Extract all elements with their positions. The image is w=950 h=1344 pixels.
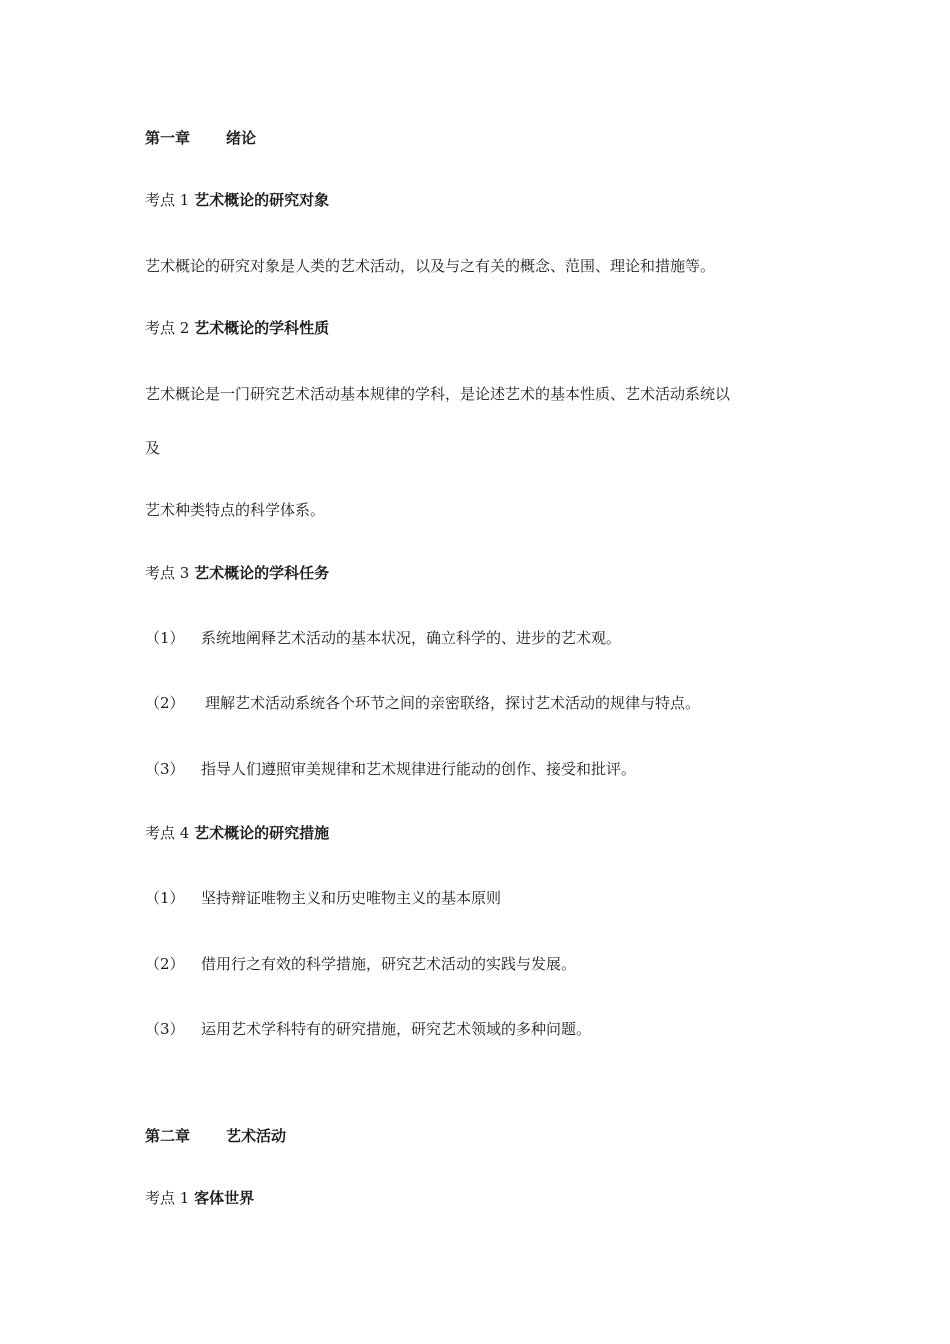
list-item-text: 坚持辩证唯物主义和历史唯物主义的基本原则 bbox=[201, 889, 502, 907]
list-item bbox=[145, 628, 621, 648]
kaodian-1-heading bbox=[145, 190, 329, 210]
list-item-number: （3） bbox=[145, 1020, 185, 1038]
chapter-1-heading bbox=[145, 128, 256, 148]
kaodian-label: 考点 1 bbox=[145, 191, 190, 209]
list-item-text: 理解艺术活动系统各个环节之间的亲密联络，探讨艺术活动的规律与特点。 bbox=[205, 694, 701, 712]
kaodian-title: 艺术概论的学科性质 bbox=[194, 319, 330, 337]
list-item bbox=[145, 1019, 591, 1039]
paragraph-discipline-nature-line-3: 艺术种类特点的科学体系。 bbox=[145, 501, 326, 519]
paragraph-discipline-nature-line-2: 及 bbox=[145, 439, 161, 457]
kaodian-title: 客体世界 bbox=[194, 1189, 255, 1207]
kaodian-2-heading bbox=[145, 318, 329, 338]
paragraph-discipline-nature-line-1: 艺术概论是一门研究艺术活动基本规律的学科，是论述艺术的基本性质、艺术活动系统以 bbox=[145, 385, 731, 403]
chapter-number: 第二章 bbox=[145, 1127, 191, 1145]
kaodian-title: 艺术概论的研究对象 bbox=[194, 191, 330, 209]
chapter-title: 绪论 bbox=[226, 129, 257, 147]
chapter-2-heading bbox=[145, 1126, 286, 1146]
kaodian-heading bbox=[145, 1188, 254, 1208]
list-item-text: 运用艺术学科特有的研究措施，研究艺术领域的多种问题。 bbox=[201, 1020, 592, 1038]
paragraph-research-object: 艺术概论的研究对象是人类的艺术活动，以及与之有关的概念、范围、理论和措施等。 bbox=[145, 257, 716, 275]
kaodian-label: 考点 3 bbox=[145, 564, 190, 582]
kaodian-3-heading bbox=[145, 563, 329, 583]
list-item-text: 借用行之有效的科学措施，研究艺术活动的实践与发展。 bbox=[201, 955, 577, 973]
kaodian-4-heading bbox=[145, 823, 329, 843]
list-item-number: （2） bbox=[145, 955, 185, 973]
list-item-number: （1） bbox=[145, 889, 185, 907]
chapter-title: 艺术活动 bbox=[226, 1127, 287, 1145]
kaodian-label: 考点 2 bbox=[145, 319, 190, 337]
list-item bbox=[145, 759, 636, 779]
kaodian-title: 艺术概论的学科任务 bbox=[194, 564, 330, 582]
kaodian-label: 考点 4 bbox=[145, 824, 190, 842]
kaodian-label: 考点 1 bbox=[145, 1189, 190, 1207]
list-item bbox=[145, 954, 576, 974]
list-item-text: 系统地阐释艺术活动的基本状况，确立科学的、进步的艺术观。 bbox=[201, 629, 622, 647]
list-item bbox=[145, 693, 700, 713]
chapter-number: 第一章 bbox=[145, 129, 191, 147]
list-item-number: （2） bbox=[145, 694, 185, 712]
list-item-number: （3） bbox=[145, 760, 185, 778]
list-item-number: （1） bbox=[145, 629, 185, 647]
list-item-text: 指导人们遵照审美规律和艺术规律进行能动的创作、接受和批评。 bbox=[201, 760, 637, 778]
list-item bbox=[145, 888, 501, 908]
kaodian-title: 艺术概论的研究措施 bbox=[194, 824, 330, 842]
